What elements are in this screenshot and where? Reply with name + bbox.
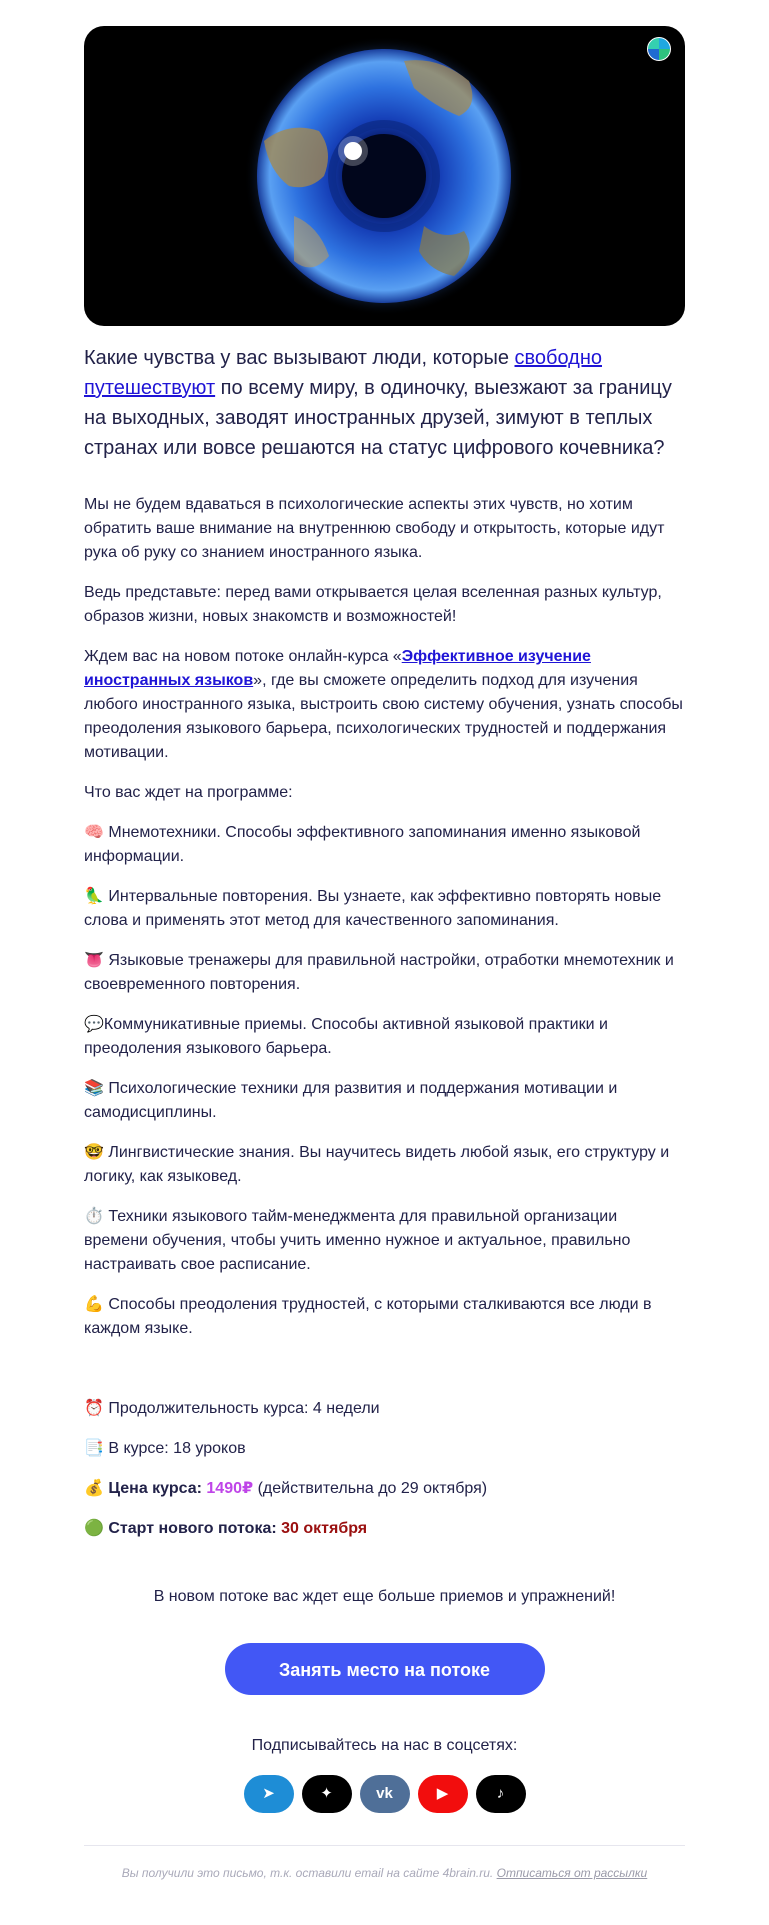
footer-note: [84, 1866, 685, 1880]
intro-paragraph-1: Мы не будем вдаваться в психологические аспекты этих чувств, но хотим обратить ваше внимание на внутреннюю свободу и открытость, которые идут рука об руку со знанием иностранного языка.: [84, 496, 665, 561]
lead-text-after: по всему миру, в одиночку, выезжают за границу на выходных, заводят иностранных друзей, зимуют в теплых странах или вовсе решаются на статус цифрового кочевника?: [84, 377, 672, 459]
cta-row: [84, 1643, 685, 1695]
course-lessons: 📑 В курсе: 18 уроков: [84, 1440, 246, 1457]
course-start: [84, 1517, 685, 1541]
email-body: [84, 0, 685, 1910]
price-note: (действительна до 29 октября): [253, 1480, 488, 1497]
program-item-difficulties: 💪 Способы преодоления трудностей, с которыми сталкиваются все люди в каждом языке.: [84, 1296, 652, 1337]
program-item-time-management: ⏱️ Техники языкового тайм-менеджмента для правильной организации времени обучения, чтобы учить именно нужное и актуальное, правильно настраивать свое расписание.: [84, 1208, 631, 1273]
free-travel-link[interactable]: свободно путешествуют: [84, 347, 602, 399]
course-duration: ⏰ Продолжительность курса: 4 недели: [84, 1400, 380, 1417]
intro-paragraph-2: Ведь представьте: перед вами открывается целая вселенная разных культур, образов жизни, новых знакомств и возможностей!: [84, 584, 662, 625]
invite-text-before: Ждем вас на новом потоке онлайн-курса «: [84, 648, 402, 665]
telegram-icon[interactable]: ➤: [244, 1775, 294, 1813]
start-label: 🟢 Старт нового потока:: [84, 1520, 277, 1537]
spacer: [84, 1357, 685, 1397]
invite-text-after: », где вы сможете определить подход для изучения любого иностранного языка, выстроить свою систему обучения, узнать способы преодоления языкового барьера, психологических трудностей и поддержания мотивации.: [84, 672, 683, 761]
social-links: [84, 1775, 685, 1813]
brand-logo-icon: [647, 37, 671, 61]
social-title: Подписывайтесь на нас в соцсетях:: [251, 1737, 518, 1754]
start-date: 30 октября: [281, 1520, 368, 1537]
program-title: Что вас ждет на программе:: [84, 784, 293, 801]
unsubscribe-link[interactable]: Отписаться от рассылки: [496, 1866, 648, 1880]
price-label: 💰 Цена курса:: [84, 1480, 202, 1497]
program-item-psychology: 📚 Психологические техники для развития и поддержания мотивации и самодисциплины.: [84, 1080, 618, 1121]
footer-text: Вы получили это письмо, т.к. оставили email на сайте 4brain.ru.: [121, 1866, 497, 1880]
program-item-trainers: 👅 Языковые тренажеры для правильной настройки, отработки мнемотехник и своевременного повторения.: [84, 952, 674, 993]
youtube-icon[interactable]: ▶: [418, 1775, 468, 1813]
lead-paragraph: [84, 343, 685, 463]
course-price: [84, 1477, 685, 1501]
program-item-mnemonics: 🧠 Мнемотехники. Способы эффективного запоминания именно языковой информации.: [84, 824, 641, 865]
hero-image: [84, 26, 685, 326]
join-stream-button[interactable]: Занять место на потоке: [225, 1643, 545, 1695]
course-link-label: Эффективное изучение иностранных языков: [84, 648, 591, 689]
dzen-icon[interactable]: ✦: [302, 1775, 352, 1813]
program-item-spaced-repetition: 🦜 Интервальные повторения. Вы узнаете, как эффективно повторять новые слова и применять этот метод для качественного запоминания.: [84, 888, 662, 929]
lead-text-before: Какие чувства у вас вызывают люди, которые: [84, 347, 515, 369]
price-value: 1490₽: [206, 1480, 254, 1497]
course-invite-paragraph: [84, 645, 685, 765]
program-item-communication: 💬Коммуникативные приемы. Способы активной языковой практики и преодоления языкового барьера.: [84, 1016, 608, 1057]
tiktok-icon[interactable]: ♪: [476, 1775, 526, 1813]
closing-text: В новом потоке вас ждет еще больше приемов и упражнений!: [153, 1588, 616, 1605]
vk-icon[interactable]: vk: [360, 1775, 410, 1813]
earth-eye-illustration: [84, 26, 685, 326]
footer-divider: [84, 1845, 685, 1846]
program-item-linguistics: 🤓 Лингвистические знания. Вы научитесь видеть любой язык, его структуру и логику, как языковед.: [84, 1144, 670, 1185]
